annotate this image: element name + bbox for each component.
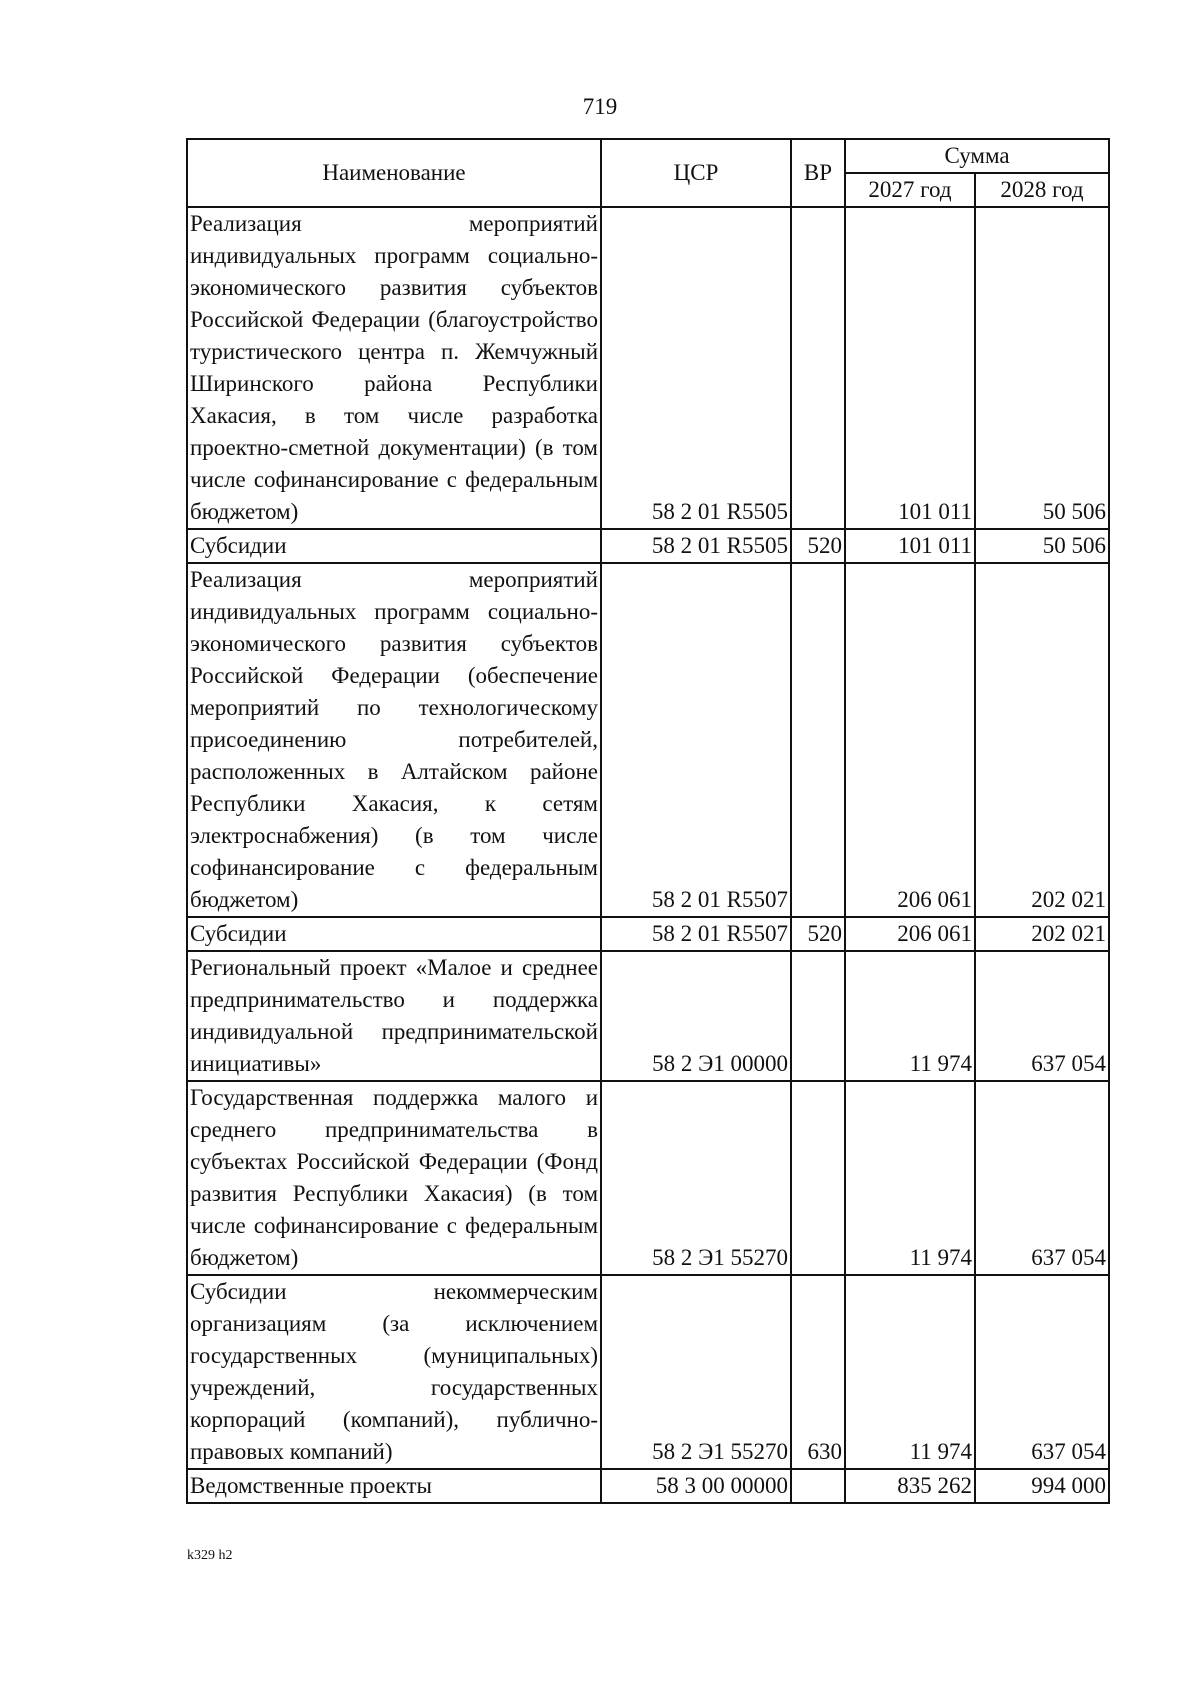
row-name: Реализация мероприятий индивидуальных программ социально-экономического развития субъектов Российской Федерации (благоустройство туристического центра п. Жемчужный Ширинского района Республики Хакасия, в том числе разработка проектно-сметной документации) (в том числе софинансирование с федеральным бюджетом) <box>187 207 601 529</box>
row-amount-2028: 637 054 <box>975 951 1109 1081</box>
row-name: Реализация мероприятий индивидуальных программ социально-экономического развития субъектов Российской Федерации (обеспечение мероприятий по технологическому присоединению потребителей, расположенных в Алтайском районе Республики Хакасия, к сетям электроснабжения) (в том числе софинансирование с федеральным бюджетом) <box>187 563 601 917</box>
row-csr: 58 2 01 R5507 <box>601 917 791 951</box>
row-vr: 520 <box>791 529 845 563</box>
table-row <box>187 951 1109 1081</box>
row-name: Региональный проект «Малое и среднее предпринимательство и поддержка индивидуальной предпринимательской инициативы» <box>187 951 601 1081</box>
row-csr: 58 2 Э1 00000 <box>601 951 791 1081</box>
page-number: 719 <box>582 94 618 119</box>
row-amount-2027: 11 974 <box>845 1081 975 1275</box>
header-name: Наименование <box>187 139 601 207</box>
table-row <box>187 207 1109 529</box>
header-year-2028: 2028 год <box>975 173 1109 207</box>
row-csr: 58 2 01 R5507 <box>601 563 791 917</box>
row-amount-2027: 206 061 <box>845 563 975 917</box>
row-amount-2028: 994 000 <box>975 1469 1109 1503</box>
table-row <box>187 1275 1109 1469</box>
row-amount-2027: 11 974 <box>845 951 975 1081</box>
row-amount-2028: 202 021 <box>975 563 1109 917</box>
table-row <box>187 529 1109 563</box>
table-body <box>187 207 1109 1503</box>
row-amount-2027: 101 011 <box>845 529 975 563</box>
row-amount-2028: 637 054 <box>975 1275 1109 1469</box>
row-amount-2028: 202 021 <box>975 917 1109 951</box>
row-amount-2027: 11 974 <box>845 1275 975 1469</box>
table-row <box>187 1081 1109 1275</box>
row-vr: 520 <box>791 917 845 951</box>
row-csr: 58 2 Э1 55270 <box>601 1081 791 1275</box>
header-sum: Сумма <box>845 139 1109 173</box>
table-row <box>187 1469 1109 1503</box>
header-vr: ВР <box>791 139 845 207</box>
footer-code: k329 h2 <box>187 1548 233 1563</box>
table-header <box>187 139 1109 207</box>
header-csr: ЦСР <box>601 139 791 207</box>
row-name: Субсидии <box>187 529 601 563</box>
row-name: Ведомственные проекты <box>187 1469 601 1503</box>
table-row <box>187 563 1109 917</box>
row-name: Субсидии некоммерческим организациям (за исключением государственных (муниципальных) учреждений, государственных корпораций (компаний), публично-правовых компаний) <box>187 1275 601 1469</box>
row-csr: 58 2 01 R5505 <box>601 529 791 563</box>
row-amount-2027: 835 262 <box>845 1469 975 1503</box>
row-vr <box>791 563 845 917</box>
row-amount-2027: 206 061 <box>845 917 975 951</box>
header-row <box>187 139 1109 173</box>
row-amount-2027: 101 011 <box>845 207 975 529</box>
row-amount-2028: 50 506 <box>975 529 1109 563</box>
row-vr <box>791 1081 845 1275</box>
row-vr <box>791 207 845 529</box>
row-vr <box>791 951 845 1081</box>
row-vr: 630 <box>791 1275 845 1469</box>
table-row <box>187 917 1109 951</box>
row-csr: 58 3 00 00000 <box>601 1469 791 1503</box>
budget-table <box>186 138 1110 1504</box>
row-amount-2028: 637 054 <box>975 1081 1109 1275</box>
row-csr: 58 2 01 R5505 <box>601 207 791 529</box>
row-amount-2028: 50 506 <box>975 207 1109 529</box>
header-year-2027: 2027 год <box>845 173 975 207</box>
row-name: Государственная поддержка малого и среднего предпринимательства в субъектах Российской Федерации (Фонд развития Республики Хакасия) (в том числе софинансирование с федеральным бюджетом) <box>187 1081 601 1275</box>
row-name: Субсидии <box>187 917 601 951</box>
row-csr: 58 2 Э1 55270 <box>601 1275 791 1469</box>
row-vr <box>791 1469 845 1503</box>
